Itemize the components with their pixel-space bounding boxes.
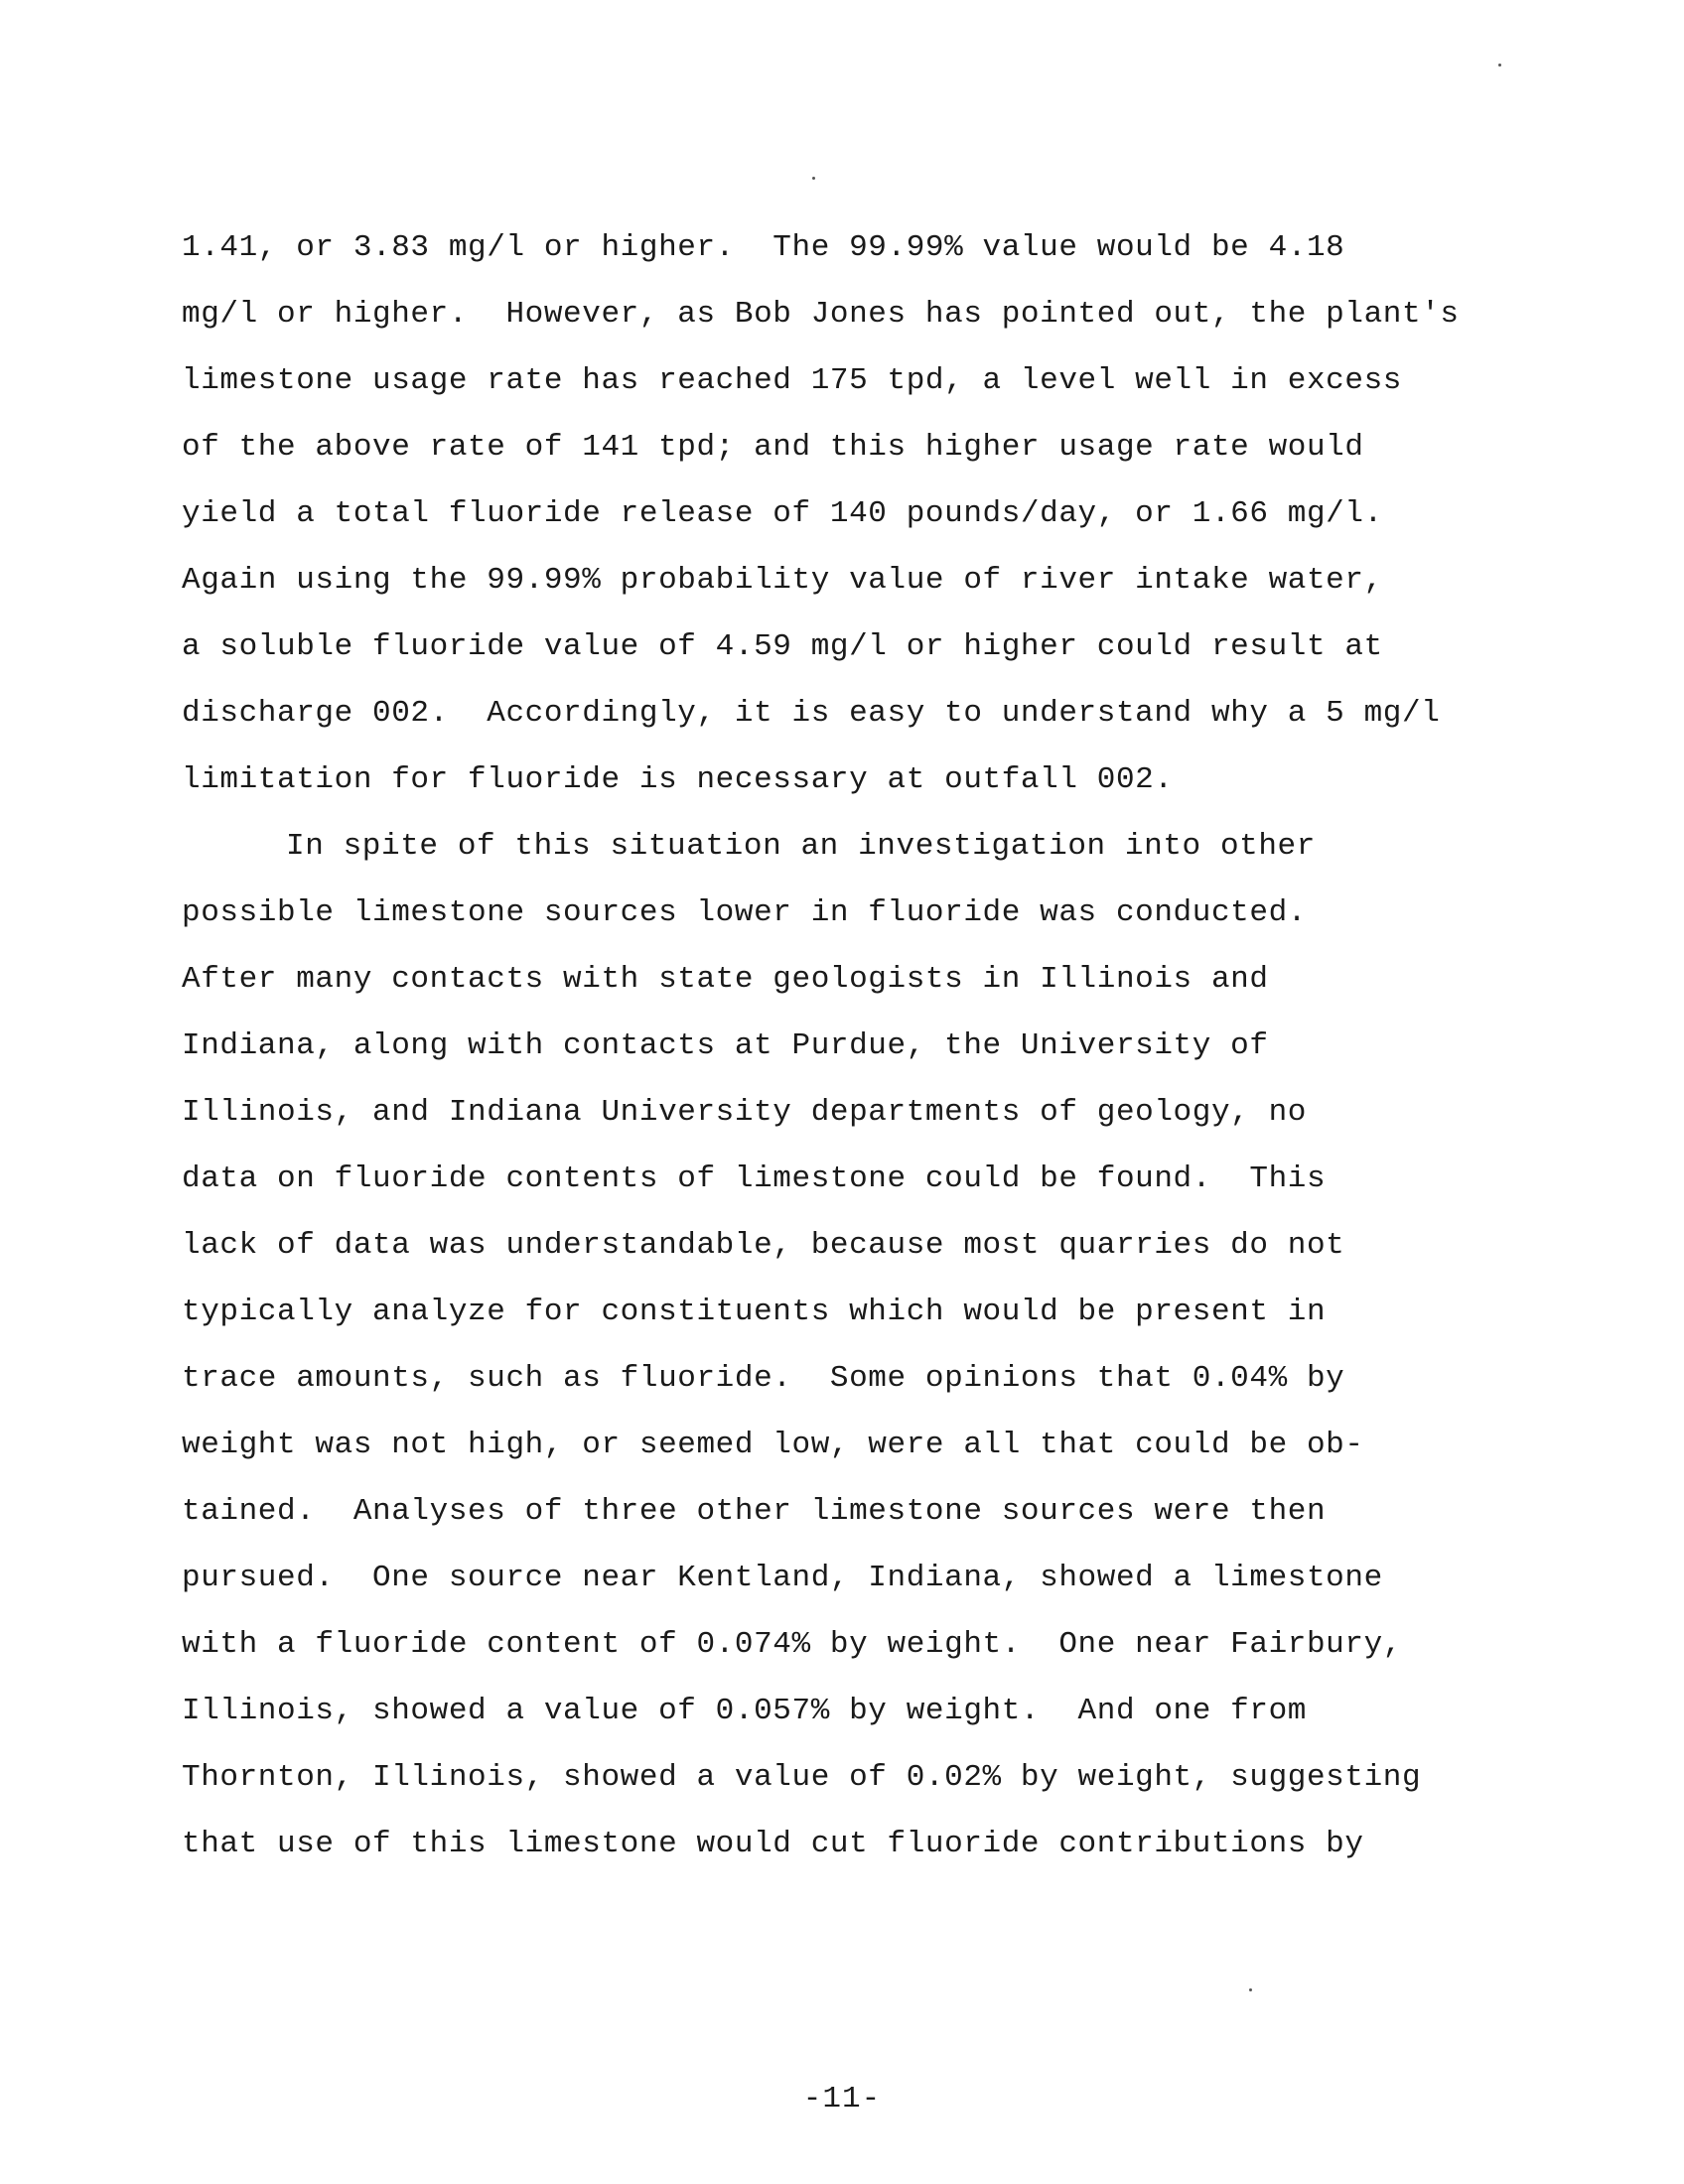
paragraph-2-line-3: After many contacts with state geologists in Illinois and xyxy=(182,962,1269,997)
paragraph-1-line-4: of the above rate of 141 tpd; and this higher usage rate would xyxy=(182,430,1364,465)
paragraph-2-line-10: weight was not high, or seemed low, were all that could be ob- xyxy=(182,1428,1364,1462)
paragraph-1-line-1: 1.41, or 3.83 mg/l or higher. The 99.99% value would be 4.18 xyxy=(182,230,1345,265)
paragraph-2-line-8: typically analyze for constituents which would be present in xyxy=(182,1295,1327,1329)
paragraph-2-line-12: pursued. One source near Kentland, Indiana, showed a limestone xyxy=(182,1561,1383,1595)
paragraph-2-line-1: In spite of this situation an investigation into other xyxy=(286,829,1316,864)
page-number: -11- xyxy=(802,2082,882,2116)
paragraph-2-line-2: possible limestone sources lower in fluoride was conducted. xyxy=(182,895,1307,930)
paragraph-1-line-3: limestone usage rate has reached 175 tpd, a level well in excess xyxy=(182,363,1402,398)
paragraph-2-line-6: data on fluoride contents of limestone could be found. This xyxy=(182,1161,1327,1196)
paragraph-1-line-9: limitation for fluoride is necessary at outfall 002. xyxy=(182,762,1174,797)
paragraph-2-line-9: trace amounts, such as fluoride. Some opinions that 0.04% by xyxy=(182,1361,1345,1396)
paragraph-1-line-2: mg/l or higher. However, as Bob Jones has pointed out, the plant's xyxy=(182,297,1460,332)
paragraph-2-line-11: tained. Analyses of three other limestone sources were then xyxy=(182,1494,1327,1529)
paragraph-2-line-7: lack of data was understandable, because most quarries do not xyxy=(182,1228,1345,1263)
paragraph-2-line-13: with a fluoride content of 0.074% by weight. One near Fairbury, xyxy=(182,1627,1402,1662)
paragraph-2-line-14: Illinois, showed a value of 0.057% by weight. And one from xyxy=(182,1694,1307,1728)
paragraph-2-line-15: Thornton, Illinois, showed a value of 0.02% by weight, suggesting xyxy=(182,1760,1422,1795)
scan-speck xyxy=(812,177,815,180)
paragraph-1-line-5: yield a total fluoride release of 140 pounds/day, or 1.66 mg/l. xyxy=(182,496,1383,531)
scan-speck xyxy=(1498,64,1501,67)
paragraph-1-line-6: Again using the 99.99% probability value of river intake water, xyxy=(182,563,1383,598)
paragraph-2-line-5: Illinois, and Indiana University departments of geology, no xyxy=(182,1095,1307,1130)
paragraph-1-line-7: a soluble fluoride value of 4.59 mg/l or higher could result at xyxy=(182,629,1383,664)
paragraph-1-line-8: discharge 002. Accordingly, it is easy to understand why a 5 mg/l xyxy=(182,696,1441,731)
paragraph-2-line-4: Indiana, along with contacts at Purdue, the University of xyxy=(182,1028,1269,1063)
scan-speck xyxy=(1249,1988,1252,1991)
paragraph-2-line-16: that use of this limestone would cut fluoride contributions by xyxy=(182,1827,1364,1861)
